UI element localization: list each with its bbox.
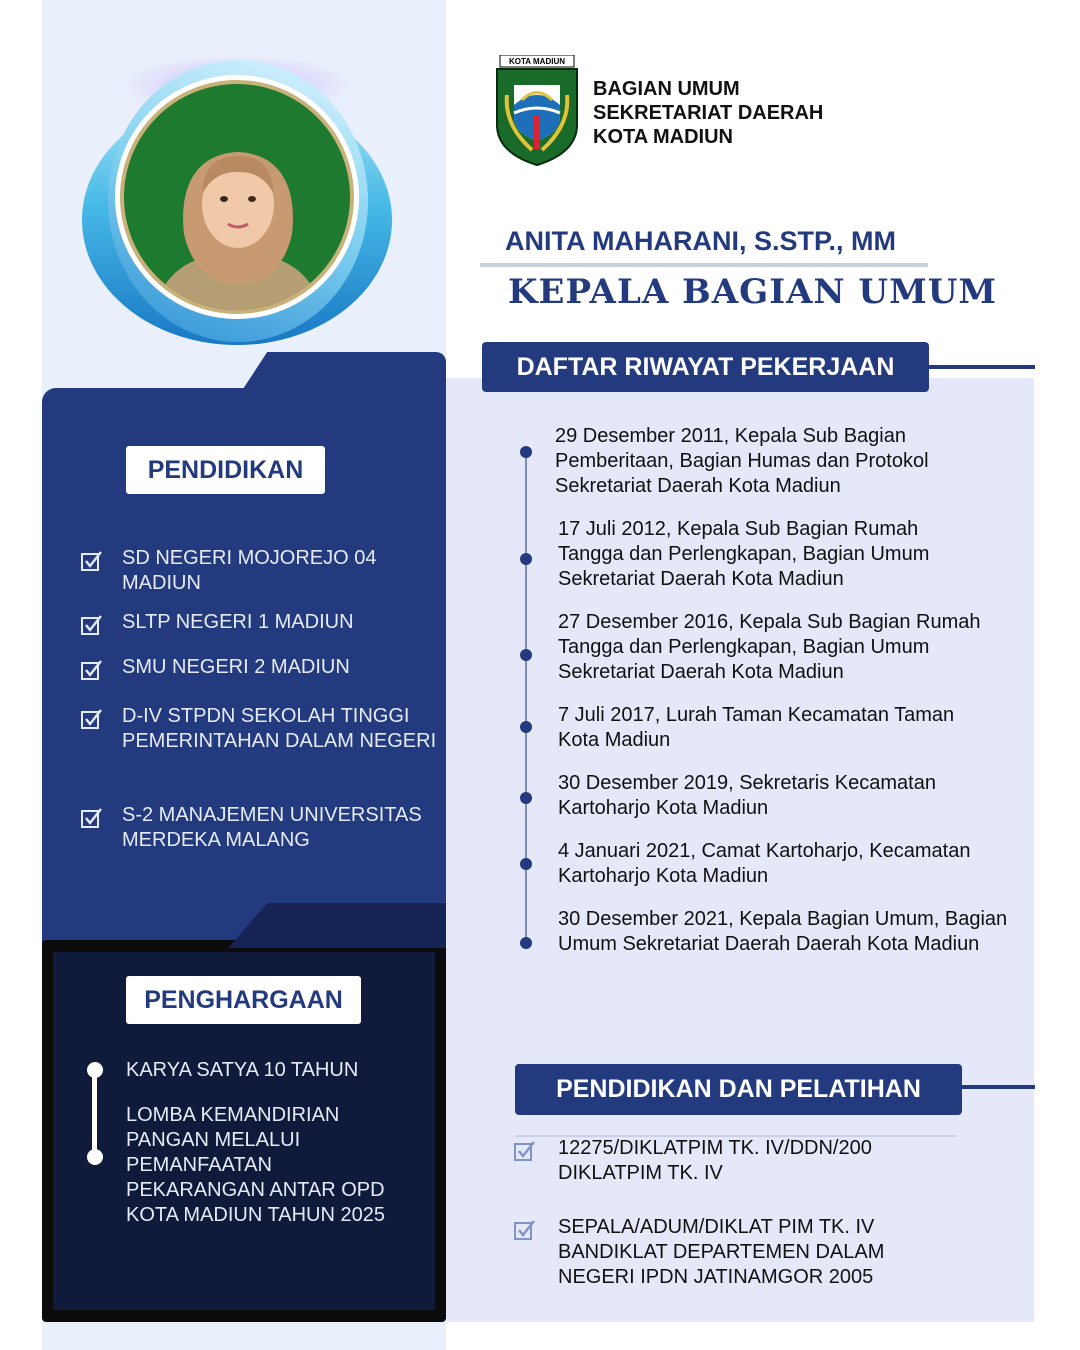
divider xyxy=(962,1085,1035,1089)
training-text: SEPALA/ADUM/DIKLAT PIM TK. IV BANDIKLAT DEPARTEMEN DALAM NEGERI IPDN JATINAMGOR 2005 xyxy=(558,1216,885,1288)
pelatihan-heading: PENDIDIKAN DAN PELATIHAN xyxy=(515,1064,962,1115)
list-item xyxy=(513,1136,918,1186)
riwayat-item: 17 Juli 2012, Kepala Sub Bagian Rumah Tangga dan Perlengkapan, Bagian Umum Sekretariat Daerah Kota Madiun xyxy=(558,518,930,590)
riwayat-item: 7 Juli 2017, Lurah Taman Kecamatan Taman Kota Madiun xyxy=(558,704,955,751)
city-emblem-icon xyxy=(492,55,582,167)
list-item xyxy=(80,803,444,853)
timeline-dot xyxy=(520,553,532,565)
checkbox-icon xyxy=(80,610,122,644)
profile-photo-frame xyxy=(80,55,395,345)
riwayat-item: 29 Desember 2011, Kepala Sub Bagian Pemberitaan, Bagian Humas dan Protokol Sekretariat Daerah Kota Madiun xyxy=(555,425,929,497)
training-text: 12275/DIKLATPIM TK. IV/DDN/200 DIKLATPIM TK. IV xyxy=(558,1137,872,1184)
person-name: ANITA MAHARANI, S.STP., MM xyxy=(505,226,896,256)
riwayat-heading: DAFTAR RIWAYAT PEKERJAAN xyxy=(482,342,929,392)
education-text: SLTP NEGERI 1 MADIUN xyxy=(122,611,354,633)
timeline-line xyxy=(92,1069,97,1159)
riwayat-item: 30 Desember 2021, Kepala Bagian Umum, Bagian Umum Sekretariat Daerah Daerah Kota Madiun xyxy=(558,908,1008,955)
list-item xyxy=(80,655,442,689)
education-text: S-2 MANAJEMEN UNIVERSITAS MERDEKA MALANG xyxy=(122,804,422,851)
riwayat-item: 27 Desember 2016, Kepala Sub Bagian Rumah Tangga dan Perlengkapan, Bagian Umum Sekretariat Daerah Kota Madiun xyxy=(558,611,981,683)
timeline-dot xyxy=(520,721,532,733)
checkbox-icon xyxy=(80,803,122,853)
timeline-dot xyxy=(520,649,532,661)
timeline-line xyxy=(525,450,527,945)
pendidikan-heading: PENDIDIKAN xyxy=(126,446,325,494)
timeline-dot xyxy=(87,1149,103,1165)
org-line: BAGIAN UMUM xyxy=(593,78,740,100)
timeline-dot xyxy=(87,1062,103,1078)
education-text: SMU NEGERI 2 MADIUN xyxy=(122,656,350,678)
org-line: SEKRETARIAT DAERAH xyxy=(593,102,824,124)
logo-text: KOTA MADIUN xyxy=(509,57,565,66)
list-item xyxy=(80,546,442,596)
divider xyxy=(480,263,928,267)
penghargaan-heading: PENGHARGAAN xyxy=(126,976,361,1024)
education-text: SD NEGERI MOJOREJO 04 MADIUN xyxy=(122,547,377,594)
list-item xyxy=(513,1215,918,1290)
list-item xyxy=(80,610,442,644)
award-text: KARYA SATYA 10 TAHUN xyxy=(126,1059,359,1081)
person-position: KEPALA BAGIAN UMUM xyxy=(508,272,997,312)
riwayat-item: 4 Januari 2021, Camat Kartoharjo, Kecamatan Kartoharjo Kota Madiun xyxy=(558,840,971,887)
timeline-dot xyxy=(520,792,532,804)
divider xyxy=(929,365,1035,369)
award-text: LOMBA KEMANDIRIAN PANGAN MELALUI PEMANFAATAN PEKARANGAN ANTAR OPD KOTA MADIUN TAHUN 2025 xyxy=(126,1104,385,1226)
checkbox-icon xyxy=(80,704,122,754)
profile-photo xyxy=(115,75,359,319)
person-portrait-icon xyxy=(124,84,352,312)
timeline-dot xyxy=(520,858,532,870)
checkbox-icon xyxy=(80,655,122,689)
timeline-dot xyxy=(520,937,532,949)
riwayat-item: 30 Desember 2019, Sekretaris Kecamatan Kartoharjo Kota Madiun xyxy=(558,772,936,819)
timeline-dot xyxy=(520,446,532,458)
org-line: KOTA MADIUN xyxy=(593,126,733,148)
list-item xyxy=(80,704,442,754)
organization-name xyxy=(593,77,823,149)
checkbox-icon xyxy=(80,546,122,596)
education-text: D-IV STPDN SEKOLAH TINGGI PEMERINTAHAN DALAM NEGERI xyxy=(122,705,437,752)
checkbox-icon xyxy=(513,1136,558,1186)
checkbox-icon xyxy=(513,1215,558,1290)
